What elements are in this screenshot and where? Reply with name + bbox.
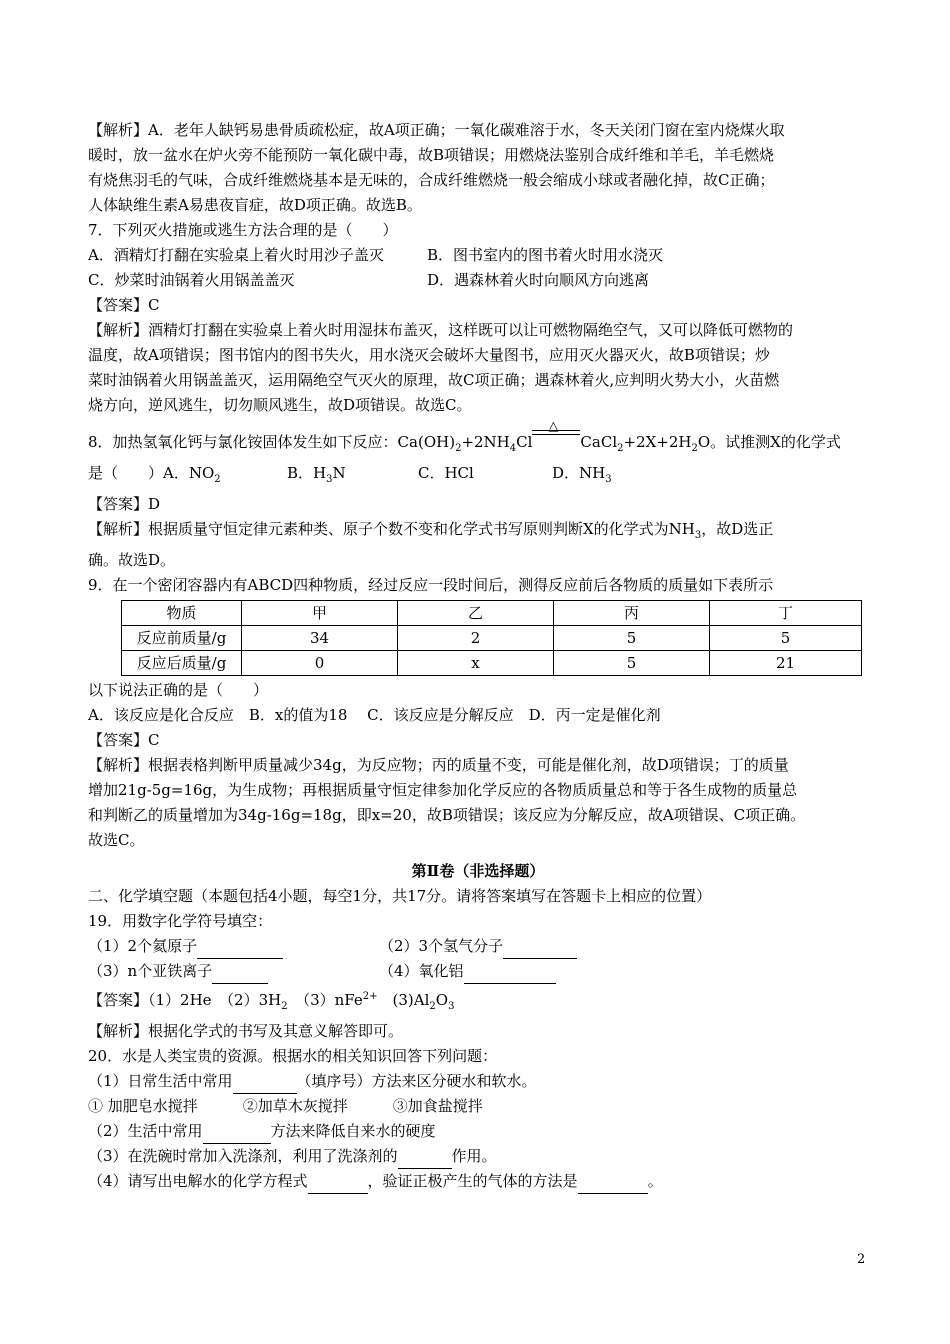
q6-analysis-line: 人体缺维生素A易患夜盲症，故D项正确。故选B。 [88, 196, 422, 214]
q8-answer: 【答案】D [88, 495, 161, 513]
table-cell: 0 [242, 651, 398, 676]
q9-question: 以下说法正确的是（ ） [88, 681, 269, 699]
q20-choices: ① 加肥皂水搅拌 ②加草木灰搅拌 ③加食盐搅拌 [88, 1097, 483, 1115]
q19-item-1: （1）2个氦原子 [88, 934, 379, 959]
q19-stem: 19．用数字化学符号填空： [88, 912, 273, 930]
table-cell: 5 [554, 626, 710, 651]
table-cell: 丁 [710, 601, 862, 626]
q8-stem: 8．加热氢氧化钙与氯化铵固体发生如下反应：$Ca(OH)_2+2NH_4Cl$ △ $CaCl_2+2X+2H_2O$。试推测X的化学式 [88, 430, 868, 461]
q19-items-row-1 [88, 934, 868, 959]
table-cell: 乙 [398, 601, 554, 626]
q6-analysis-line: 【解析】A．老年人缺钙易患骨质疏松症，故A项正确；一氧化碳难溶于水，冬天关闭门窗在室内烧煤火取 [88, 121, 785, 139]
q9-analysis-line: 增加21g-5g=16g，为生成物；再根据质量守恒定律参加化学反应的各物质质量总和等于各生成物的质量总 [88, 781, 798, 799]
q19-item-2: （2）3个氢气分子 [379, 934, 577, 959]
q8-option-d: D．$NH_3$ [552, 464, 612, 485]
q9-analysis-line: 和判断乙的质量增加为34g-16g=18g，即x=20，故B项错误；该反应为分解反应，故A项错误、C项正确。 [88, 806, 806, 824]
table-cell: 反应前质量/g [122, 626, 242, 651]
q6-analysis-line: 有烧焦羽毛的气味，合成纤维燃烧基本是无味的，合成纤维燃烧一般会缩成小球或者融化掉，故C正确； [88, 171, 775, 189]
q7-option-d: D．遇森林着火时向顺风方向逃离 [427, 271, 650, 289]
table-cell: 5 [710, 626, 862, 651]
page-content [88, 118, 868, 1194]
table-cell: 5 [554, 651, 710, 676]
q8-option-a: 是（ ）A．$NO_2$ [88, 464, 221, 485]
q19-items-row-2 [88, 959, 868, 984]
table-header-row [122, 601, 862, 626]
q7-option-a: A．酒精灯打翻在实验桌上着火时用沙子盖灭 [88, 246, 384, 264]
page-number: 2 [857, 1252, 866, 1267]
q8-option-b: B．$H_3N$ [287, 464, 346, 485]
q20-stem: 20．水是人类宝贵的资源。根据水的相关知识回答下列问题： [88, 1047, 498, 1065]
table-cell: 物质 [122, 601, 242, 626]
table-cell: 反应后质量/g [122, 651, 242, 676]
q8-analysis-line: 【解析】根据质量守恒定律元素种类、原子个数不变和化学式书写原则判断X的化学式为$NH_3$，故D选正 [88, 520, 774, 541]
mass-table [121, 600, 862, 676]
q9-analysis-line: 【解析】根据表格判断甲质量减少34g，为反应物；丙的质量不变，可能是催化剂，故D项错误；丁的质量 [88, 756, 789, 774]
q20-sub-4: （4）请写出电解水的化学方程式 ，验证正极产生的气体的方法是 。 [88, 1169, 868, 1194]
table-cell: 甲 [242, 601, 398, 626]
section-title: 第Ⅱ卷（非选择题） [411, 862, 545, 880]
q7-answer: 【答案】C [88, 296, 160, 314]
table-cell: 34 [242, 626, 398, 651]
q9-answer: 【答案】C [88, 731, 160, 749]
part-heading: 二、化学填空题（本题包括4小题，每空1分，共17分。请将答案填写在答题卡上相应的位置） [88, 887, 712, 905]
q7-analysis-line: 【解析】酒精灯打翻在实验桌上着火时用湿抹布盖灭，这样既可以让可燃物隔绝空气，又可以降低可燃物的 [88, 321, 794, 339]
table-row [122, 651, 862, 676]
q20-sub-1: （1）日常生活中常用 （填序号）方法来区分硬水和软水。 [88, 1069, 868, 1094]
table-cell: 丙 [554, 601, 710, 626]
table-cell: 2 [398, 626, 554, 651]
q7-options-row-2 [88, 268, 868, 293]
q7-options-row-1 [88, 243, 868, 268]
q19-answer: 【答案】（1）2He $(2)3H_2$ （3）nFe$^{2+}$ $(3)Al_2O_3$ [88, 991, 455, 1012]
q8-option-c: C．HCl [418, 464, 474, 482]
q20-sub-2: （2）生活中常用 方法来降低自来水的硬度 [88, 1119, 868, 1144]
q20-sub-3: （3）在洗碗时常加入洗涤剂，利用了洗涤剂的 作用。 [88, 1144, 868, 1169]
q6-analysis-line: 暖时，放一盆水在炉火旁不能预防一氧化碳中毒，故B项错误；用燃烧法鉴别合成纤维和羊毛，羊毛燃烧 [88, 146, 775, 164]
q9-options: A．该反应是化合反应 B．x的值为18 C．该反应是分解反应 D．丙一定是催化剂 [88, 706, 661, 724]
q8-analysis-line: 确。故选D。 [88, 551, 176, 569]
q7-analysis-line: 烧方向，逆风逃生，切勿顺风逃生，故D项错误。故选C。 [88, 396, 472, 414]
heat-triangle: △ [548, 419, 559, 434]
q9-analysis-line: 故选C。 [88, 831, 145, 849]
q19-item-4: （4）氧化铝 [379, 959, 556, 984]
q7-analysis-line: 菜时油锅着火用锅盖盖灭，运用隔绝空气灭火的原理，故C项正确；遇森林着火,应判明火势大小，火苗燃 [88, 371, 780, 389]
q9-stem: 9．在一个密闭容器内有ABCD四种物质，经过反应一段时间后，测得反应前后各物质的质量如下表所示 [88, 576, 774, 594]
reaction-condition [532, 419, 580, 461]
q7-stem: 7．下列灭火措施或逃生方法合理的是（ ） [88, 221, 398, 239]
table-row [122, 626, 862, 651]
q7-option-c: C．炒菜时油锅着火用锅盖盖灭 [88, 271, 295, 289]
table-cell: 21 [710, 651, 862, 676]
table-cell: x [398, 651, 554, 676]
q8-options [88, 461, 868, 492]
q7-option-b: B．图书室内的图书着火时用水浇灭 [427, 246, 664, 264]
q19-item-3: （3）n个亚铁离子 [88, 959, 379, 984]
q7-analysis-line: 温度，故A项错误；图书馆内的图书失火，用水浇灭会破坏大量图书，应用灭火器灭火，故B项错误；炒 [88, 346, 770, 364]
q19-analysis: 【解析】根据化学式的书写及其意义解答即可。 [88, 1022, 404, 1040]
